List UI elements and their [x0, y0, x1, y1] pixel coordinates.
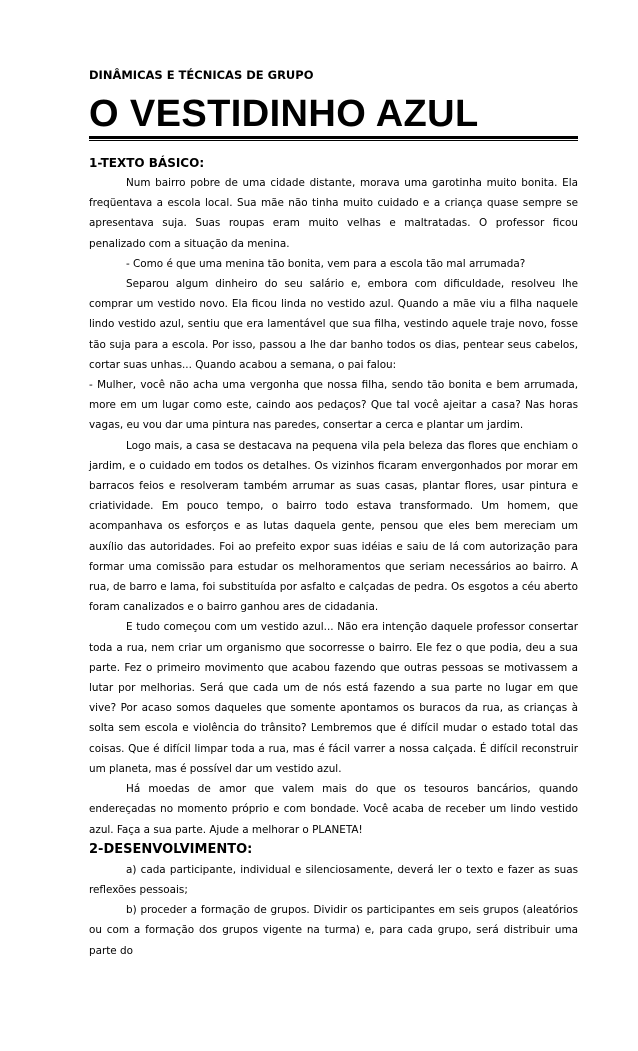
list-item: a) cada participante, individual e silenciosamente, deverá ler o texto e fazer as suas reflexões pessoais; — [89, 863, 578, 896]
section-texto-basico — [89, 153, 578, 840]
paragraph: - Como é que uma menina tão bonita, vem para a escola tão mal arrumada? — [126, 257, 526, 270]
document-supertitle: DINÂMICAS E TÉCNICAS DE GRUPO — [89, 68, 314, 82]
section-heading: 1-TEXTO BÁSICO: — [89, 156, 205, 170]
paragraph: - Mulher, você não acha uma vergonha que nossa filha, sendo tão bonita e bem arrumada, more em um lugar como este, caindo aos pedaços? Que tal você ajeitar a casa? Nas horas vagas, eu vou dar uma pintura nas paredes, consertar a cerca e plantar um jardim. — [89, 379, 578, 432]
document-page — [89, 66, 578, 961]
paragraph: Separou algum dinheiro do seu salário e, embora com dificuldade, resolveu lhe comprar um vestido novo. Ela ficou linda no vestido azul. Quando a mãe viu a filha naquele lindo vestido azul, sentiu que era lamentável que sua filha, vestindo aquele traje novo, fosse tão suja para a escola. Por isso, passou a lhe dar banho todos os dias, pentear seus cabelos, cortar suas unhas... Quando acabou a semana, o pai falou: — [89, 278, 578, 371]
paragraph: Num bairro pobre de uma cidade distante, morava uma garotinha muito bonita. Ela freqüentava a escola local. Sua mãe não tinha muito cuidado e a criança quase sempre se apresentava suja. Suas roupas eram muito velhas e maltratadas. O professor ficou penalizado com a situação da menina. — [89, 177, 578, 250]
title-underline — [89, 136, 578, 141]
list-item: b) proceder a formação de grupos. Dividir os participantes em seis grupos (aleatórios ou com a formação dos grupos vigente na turma) e, para cada grupo, será distribuir uma parte do — [89, 904, 578, 957]
paragraph: Há moedas de amor que valem mais do que os tesouros bancários, quando endereçadas no momento próprio e com bondade. Você acaba de receber um lindo vestido azul. Faça a sua parte. Ajude a melhorar o PLANETA! — [89, 783, 578, 836]
paragraph: Logo mais, a casa se destacava na pequena vila pela beleza das flores que enchiam o jardim, e o cuidado em todos os detalhes. Os vizinhos ficaram envergonhados por morar em barracos feios e resolveram também arrumar as suas casas, plantar flores, usar pintura e criatividade. Em pouco tempo, o bairro todo estava transformado. Um homem, que acompanhava os esforços e as lutas daquela gente, pensou que eles bem mereciam um auxílio das autoridades. Foi ao prefeito expor suas idéias e saiu de lá com autorização para formar uma comissão para estudar os melhoramentos que seriam necessários ao bairro. A rua, de barro e lama, foi substituída por asfalto e calçadas de pedra. Os esgotos a céu aberto foram canalizados e o bairro ganhou ares de cidadania. — [89, 439, 578, 614]
section-heading: 2-DESENVOLVIMENTO: — [89, 841, 253, 857]
paragraph: E tudo começou com um vestido azul... Não era intenção daquele professor consertar toda a rua, nem criar um organismo que socorresse o bairro. Ele fez o que podia, deu a sua parte. Fez o primeiro movimento que acabou fazendo que outras pessoas se motivassem a lutar por melhorias. Será que cada um de nós está fazendo a sua parte no lugar em que vive? Por acaso somos daqueles que somente apontamos os buracos da rua, as crianças à solta sem escola e violência do trânsito? Lembremos que é difícil mudar o estado total das coisas. Que é difícil limpar toda a rua, mas é fácil varrer a nossa calçada. É difícil reconstruir um planeta, mas é possível dar um vestido azul. — [89, 621, 578, 775]
document-title: O VESTIDINHO AZUL — [89, 93, 479, 135]
section-desenvolvimento — [89, 840, 578, 961]
